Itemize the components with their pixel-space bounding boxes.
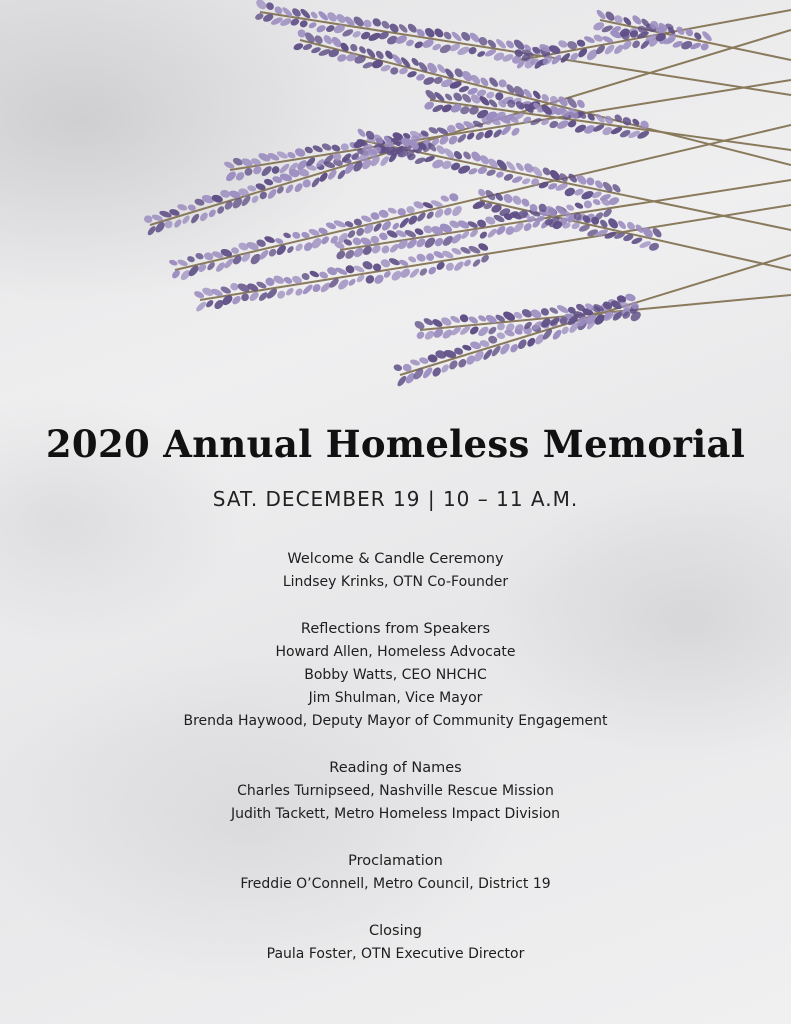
lavender-bud: [284, 183, 295, 194]
program-section-reflections: [0, 618, 791, 733]
lavender-bud: [474, 130, 485, 141]
speaker-line: Paula Foster, OTN Executive Director: [266, 946, 525, 962]
section-heading: Reflections from Speakers: [300, 621, 491, 637]
lavender-bud: [651, 226, 663, 239]
lavender-bud: [526, 336, 537, 348]
lavender-bud: [263, 178, 274, 187]
lavender-bud: [680, 39, 694, 51]
lavender-bud: [495, 170, 505, 178]
lavender-bud: [450, 204, 463, 218]
lavender-stem: [430, 100, 791, 150]
lavender-bud: [198, 211, 209, 223]
lavender-bud: [457, 357, 468, 369]
lavender-bud: [291, 231, 301, 240]
speaker-line: Judith Tackett, Metro Homeless Impact Division: [230, 806, 561, 822]
speaker-line: Freddie O’Connell, Metro Council, District 19: [240, 876, 551, 892]
lavender-bud: [373, 273, 386, 286]
lavender-bud: [418, 267, 428, 277]
lavender-bud: [471, 258, 481, 268]
lavender-bud: [428, 126, 439, 135]
lavender-bud: [509, 343, 520, 354]
lavender-bud: [379, 155, 391, 168]
lavender-bud: [444, 261, 455, 272]
lavender-bud: [560, 325, 570, 335]
lavender-bud: [522, 222, 533, 233]
lavender-bud: [406, 70, 417, 79]
speaker-line: Brenda Haywood, Deputy Mayor of Community Engagement: [183, 713, 608, 729]
lavender-bud: [431, 366, 443, 378]
lavender-bud: [502, 192, 515, 205]
lavender-bud: [299, 19, 309, 29]
lavender-bud: [414, 156, 426, 165]
lavender-bud: [557, 39, 569, 49]
lavender-bud: [387, 207, 398, 215]
lavender-bud: [364, 273, 376, 285]
lavender-bud: [486, 227, 498, 239]
lavender-bud: [254, 0, 268, 11]
section-heading: Closing: [368, 923, 422, 939]
lavender-bouquet-image: [0, 0, 791, 410]
lavender-bud: [476, 50, 486, 58]
lavender-bud: [391, 221, 400, 230]
lavender-bud: [559, 52, 571, 64]
lavender-bud: [310, 176, 321, 188]
program-section-welcome: [0, 548, 791, 594]
lavender-bud: [195, 300, 208, 313]
event-title: 2020 Annual Homeless Memorial: [45, 422, 746, 466]
lavender-bud: [143, 214, 153, 224]
lavender-bud: [436, 63, 447, 75]
lavender-bud: [371, 17, 383, 29]
lavender-bud: [467, 46, 477, 56]
lavender-bud: [380, 244, 391, 255]
lavender-bud: [612, 43, 624, 55]
lavender-bud: [440, 363, 451, 374]
lavender-bud: [444, 92, 454, 102]
speaker-line: Lindsey Krinks, OTN Co-Founder: [282, 574, 509, 590]
lavender-bud: [302, 43, 313, 51]
lavender-bud: [458, 313, 469, 324]
lavender-bud: [631, 14, 643, 26]
lavender-bud: [318, 270, 329, 280]
lavender-bud: [293, 182, 304, 194]
lavender-bud: [286, 245, 295, 254]
lavender-bud: [617, 219, 628, 230]
lavender-bud: [224, 170, 237, 183]
lavender-bud: [427, 265, 438, 276]
lavender-bud: [293, 42, 305, 51]
lavender-bud: [205, 299, 215, 309]
lavender-bud: [285, 287, 295, 297]
lavender-bud: [448, 192, 460, 203]
lavender-bud: [176, 203, 188, 212]
lavender-bud: [231, 294, 243, 306]
lavender-bud: [488, 76, 500, 89]
lavender-bud: [234, 170, 246, 182]
lavender-bud: [173, 218, 183, 229]
lavender-bud: [294, 287, 304, 297]
lavender-bud: [442, 206, 453, 217]
lavender-bud: [485, 168, 496, 177]
section-heading: Welcome & Candle Ceremony: [287, 551, 504, 567]
lavender-bud: [595, 9, 607, 21]
lavender-bud: [194, 252, 204, 261]
lavender-bud: [442, 30, 453, 41]
speaker-line: Charles Turnipseed, Nashville Rescue Mission: [237, 783, 554, 799]
lavender-bud: [349, 43, 359, 53]
lavender-bud: [409, 358, 420, 366]
lavender-bud: [351, 236, 362, 247]
lavender-bud: [309, 269, 320, 278]
lavender-bud: [301, 283, 314, 296]
lavender-bud: [282, 232, 291, 240]
lavender-bud: [415, 330, 426, 341]
lavender-bud: [551, 328, 563, 341]
lavender-bud: [386, 229, 399, 240]
speaker-line: Bobby Watts, CEO NHCHC: [304, 667, 487, 683]
lavender-bud: [585, 176, 596, 187]
lavender-bud: [631, 39, 642, 50]
lavender-bud: [267, 247, 278, 258]
lavender-stem: [420, 295, 791, 330]
lavender-bud: [408, 267, 420, 279]
lavender-bud: [398, 216, 410, 229]
lavender-bud: [294, 242, 304, 252]
lavender-stem: [400, 255, 791, 375]
lavender-bud: [294, 147, 307, 159]
section-heading: Proclamation: [348, 853, 443, 869]
lavender-bud: [278, 162, 291, 175]
lavender-bud: [478, 230, 488, 240]
lavender-bud: [216, 205, 226, 215]
lavender-bud: [186, 255, 196, 263]
lavender-bud: [286, 151, 296, 160]
lavender-bud: [510, 126, 521, 137]
lavender-bud: [505, 39, 516, 50]
lavender-bud: [576, 38, 587, 48]
lavender-bud: [440, 194, 450, 202]
lavender-bud: [477, 325, 491, 338]
lavender-bud: [453, 260, 466, 273]
lavender-bud: [168, 259, 178, 267]
lavender-bud: [520, 197, 531, 208]
lavender-bud: [407, 255, 417, 263]
lavender-bud: [410, 57, 420, 68]
lavender-bud: [468, 315, 480, 325]
program-section-closing: [0, 920, 791, 966]
lavender-bud: [432, 250, 445, 260]
lavender-bud: [389, 66, 399, 76]
lavender-bud: [311, 283, 322, 294]
lavender-bud: [146, 225, 157, 237]
lavender-bud: [582, 199, 593, 210]
lavender-bud: [463, 258, 473, 268]
lavender-bud: [406, 22, 418, 34]
lavender-bud: [270, 165, 281, 176]
lavender-bud: [477, 314, 487, 323]
lavender-bud: [380, 19, 391, 30]
lavender-bud: [260, 164, 274, 177]
program-list: [0, 548, 791, 990]
lavender-bud: [521, 177, 531, 185]
lavender-bud: [315, 24, 327, 34]
lavender-bud: [624, 292, 636, 302]
lavender-bud: [575, 98, 586, 109]
lavender-bud: [433, 27, 445, 39]
lavender-bud: [574, 201, 584, 210]
lavender-bud: [325, 24, 336, 34]
lavender-bud: [511, 194, 523, 207]
lavender-bud: [283, 276, 294, 285]
lavender-bud: [308, 21, 318, 29]
lavender-bud: [487, 325, 498, 335]
lavender-bud: [515, 161, 526, 172]
lavender-bud: [450, 30, 463, 42]
program-section-proclamation: [0, 850, 791, 896]
lavender-bud: [250, 194, 260, 204]
lavender-bud: [265, 1, 276, 12]
lavender-bud: [397, 23, 409, 34]
lavender-bud: [190, 213, 201, 225]
lavender-bud: [300, 272, 310, 282]
lavender-bud: [452, 91, 464, 103]
lavender-bud: [485, 91, 495, 100]
lavender-bud: [358, 45, 368, 55]
lavender-bud: [309, 10, 319, 19]
lavender-bud: [393, 363, 403, 372]
lavender-bud: [347, 278, 357, 287]
lavender-bud: [276, 289, 287, 300]
program-section-reading-of-names: [0, 757, 791, 826]
lavender-bud: [415, 252, 427, 263]
speaker-line: Jim Shulman, Vice Mayor: [308, 690, 483, 706]
event-date-time: SAT. DECEMBER 19 | 10 – 11 A.M.: [212, 487, 579, 511]
lavender-stem: [480, 200, 791, 270]
speaker-line: Howard Allen, Homeless Advocate: [275, 644, 516, 660]
lavender-bud: [177, 258, 189, 267]
lavender-bud: [207, 208, 217, 218]
section-heading: Reading of Names: [329, 760, 462, 776]
lavender-bud: [462, 150, 473, 161]
lavender-bud: [356, 127, 367, 138]
lavender-bud: [621, 115, 633, 127]
